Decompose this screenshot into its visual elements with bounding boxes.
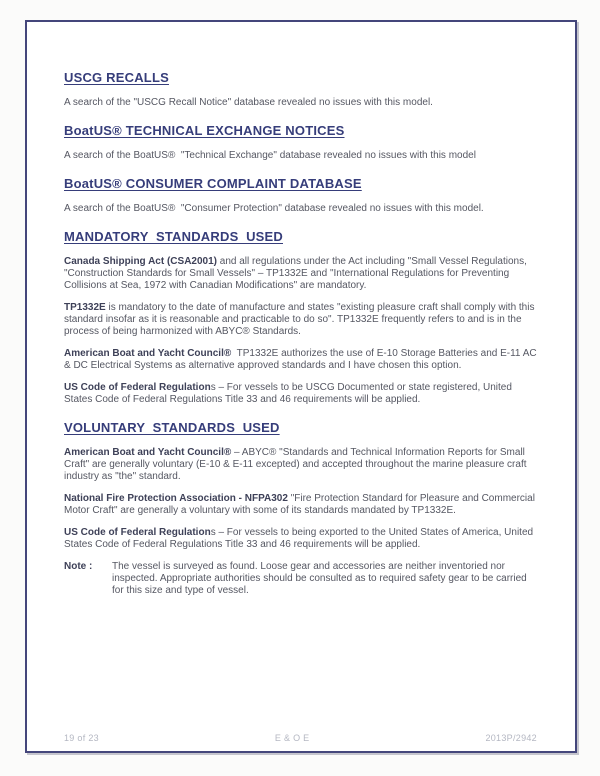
- paragraph: [64, 203, 537, 215]
- paragraph-text: s – For vessels to being exported to the United States of America, United States Code of Federal Regulations Title 33 and 46 requirements will be applied.: [64, 527, 536, 550]
- paragraph-text: A search of the "USCG Recall Notice" database revealed no issues with this model.: [64, 97, 433, 108]
- paragraph-text: is mandatory to the date of manufacture and states "existing pleasure craft shall comply with this standard insofar as it is reasonable and practicable to do so". TP1332E frequently refers to and is in the process of being harmonized with ABYC® Standards.: [64, 302, 538, 337]
- paragraph-lead: American Boat and Yacht Council®: [64, 348, 232, 359]
- footer-reference: 2013P/2942: [485, 733, 537, 743]
- paragraph-lead: TP1332E: [64, 302, 106, 313]
- section-heading-voluntary-standards: VOLUNTARY STANDARDS USED: [64, 420, 280, 435]
- section-heading-technical-exchange: BoatUS® TECHNICAL EXCHANGE NOTICES: [64, 123, 345, 138]
- paragraph-text: s – For vessels to be USCG Documented or state registered, United States Code of Federal Regulations Title 33 and 46 requirements will be applied.: [64, 382, 515, 405]
- paragraph-lead: US Code of Federal Regulation: [64, 527, 211, 538]
- paragraph-text: "Fire Protection Standard for Pleasure and Commercial Motor Craft" are generally a voluntary with some of its standards mandated by TP1332E.: [64, 493, 538, 516]
- note-block: [64, 561, 537, 597]
- paragraph: [64, 150, 537, 162]
- report-page: [25, 20, 577, 753]
- paragraph: [64, 256, 537, 292]
- paragraph-lead: National Fire Protection Association - NFPA302: [64, 493, 288, 504]
- paragraph: [64, 97, 537, 109]
- paragraph: [64, 447, 537, 483]
- note-label: Note :: [64, 561, 93, 572]
- paragraph-text: A search of the BoatUS® "Technical Exchange" database revealed no issues with this model: [64, 150, 476, 161]
- paragraph-lead: American Boat and Yacht Council®: [64, 447, 232, 458]
- paragraph-text: and all regulations under the Act including "Small Vessel Regulations, "Construction Standards for Small Vessels" – TP1332E and "International Regulations for Preventing Collisions at Sea, 1972 with Canadian Modifications" are mandatory.: [64, 256, 530, 291]
- section-heading-consumer-complaint: BoatUS® CONSUMER COMPLAINT DATABASE: [64, 176, 362, 191]
- paragraph-lead: Canada Shipping Act (CSA2001): [64, 256, 217, 267]
- paragraph-lead: US Code of Federal Regulation: [64, 382, 211, 393]
- footer-eoe: E & O E: [274, 733, 310, 743]
- footer-page-number: 19 of 23: [64, 733, 99, 743]
- paragraph: [64, 302, 537, 338]
- paragraph: [64, 527, 537, 551]
- section-heading-uscg-recalls: USCG RECALLS: [64, 70, 169, 85]
- paragraph-text: A search of the BoatUS® "Consumer Protection" database revealed no issues with this model.: [64, 203, 484, 214]
- paragraph: [64, 382, 537, 406]
- paragraph: [64, 493, 537, 517]
- paragraph-text: – ABYC® "Standards and Technical Information Reports for Small Craft" are generally voluntary (E-10 & E-11 excepted) and accepted throughout the marine pleasure craft industry as "the" standard.: [64, 447, 530, 482]
- page-footer: [64, 733, 537, 743]
- section-heading-mandatory-standards: MANDATORY STANDARDS USED: [64, 229, 283, 244]
- paragraph-text: TP1332E authorizes the use of E-10 Storage Batteries and E-11 AC & DC Electrical Systems as alternative approved standards and I have chosen this option.: [64, 348, 540, 371]
- note-text: The vessel is surveyed as found. Loose gear and accessories are neither inventoried nor inspected. Appropriate authorities should be consulted as to required safety gear to be carried for this size and type of vessel.: [112, 561, 530, 596]
- paragraph: [64, 348, 540, 372]
